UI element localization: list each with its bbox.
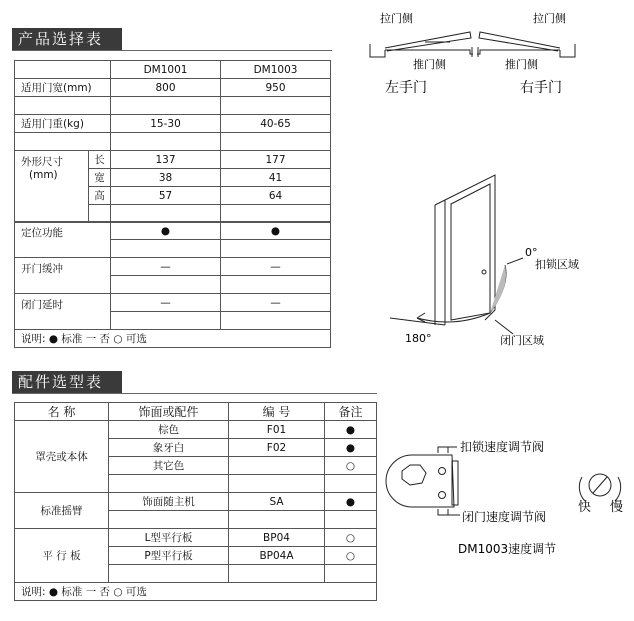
- door-left-closed: [385, 50, 473, 54]
- blank-cell: [111, 276, 221, 294]
- blank-cell: [111, 240, 221, 258]
- door-hand-diagram: [365, 2, 585, 102]
- valve-cap-bottom: [438, 509, 448, 515]
- features-table: [14, 221, 331, 348]
- dim-label-height: 高: [89, 187, 111, 205]
- close-valve-screw: [439, 492, 446, 499]
- item-mark: ●: [325, 493, 377, 511]
- cell-mark: —: [111, 258, 221, 276]
- blank-cell: [221, 276, 331, 294]
- dim-label-length: 长: [89, 151, 111, 169]
- header-remark: 备注: [325, 403, 377, 421]
- row-label-dimensions: [15, 151, 89, 223]
- item-code: BP04: [229, 529, 325, 547]
- door-right-closed: [477, 50, 560, 54]
- leader-zero: [507, 258, 523, 264]
- label-pull-right: 拉门侧: [533, 12, 566, 25]
- closer-end-body: [386, 455, 454, 507]
- blank-cell: [221, 97, 331, 115]
- door-right-open: [479, 32, 560, 51]
- cell-value: 57: [111, 187, 221, 205]
- label-close-speed-valve: 闭门速度调节阀: [462, 510, 547, 524]
- label-lock-zone: 扣锁区域: [535, 258, 579, 271]
- label-push-left: 推门侧: [413, 58, 446, 71]
- blank-cell: [111, 205, 221, 223]
- row-label-positioning: 定位功能: [15, 222, 111, 258]
- label-slow: 慢: [610, 500, 624, 515]
- leader-close-zone: [495, 320, 513, 334]
- divider: [12, 50, 332, 51]
- label-angle-zero: 0°: [525, 246, 538, 259]
- item-code: F01: [229, 421, 325, 439]
- divider: [12, 393, 377, 394]
- section-title-accessory-selection: 配件选型表: [12, 371, 122, 393]
- item-name: 其它色: [109, 457, 229, 475]
- cell-mark: ●: [221, 222, 331, 240]
- item-mark: ●: [325, 439, 377, 457]
- legend-note: 说明: ● 标准 一 否 ○ 可选: [15, 330, 331, 348]
- label-fast: 快: [578, 500, 592, 515]
- close-arc: [417, 313, 490, 322]
- group-label-housing: 罩壳或本体: [15, 421, 109, 493]
- dial-slot: [593, 477, 607, 493]
- item-mark: ●: [325, 421, 377, 439]
- valve-caption: DM1003速度调节: [458, 542, 557, 556]
- header-finish: 饰面或配件: [109, 403, 229, 421]
- dim-label-width: 宽: [89, 169, 111, 187]
- section-title-product-selection: 产品选择表: [12, 28, 122, 50]
- label-pull-left: 拉门侧: [380, 12, 413, 25]
- label-left-hand-door: 左手门: [385, 80, 427, 96]
- item-name: 象牙白: [109, 439, 229, 457]
- cell-value: 38: [111, 169, 221, 187]
- row-label-open-cushion: 开门缓冲: [15, 258, 111, 294]
- row-label-close-delay: 闭门延时: [15, 294, 111, 330]
- item-code: SA: [229, 493, 325, 511]
- blank-cell: [221, 133, 331, 151]
- slow-arrow-arc: [615, 477, 621, 501]
- cell-mark: —: [221, 294, 331, 312]
- blank-cell: [229, 565, 325, 583]
- blank-cell: [229, 511, 325, 529]
- accessory-table: [14, 402, 377, 601]
- item-mark: ○: [325, 547, 377, 565]
- arrow-head: [417, 313, 425, 322]
- item-mark: ○: [325, 457, 377, 475]
- cell-value: 40-65: [221, 115, 331, 133]
- door-angle-diagram: [385, 170, 625, 355]
- cell-value: 137: [111, 151, 221, 169]
- blank-cell: [325, 511, 377, 529]
- lock-valve-screw: [439, 468, 446, 475]
- group-label-parallel-plate: 平 行 板: [15, 529, 109, 583]
- blank-cell: [111, 97, 221, 115]
- blank-cell: [15, 133, 111, 151]
- row-label-door-width: 适用门宽(mm): [15, 79, 111, 97]
- label-lock-speed-valve: 扣锁速度调节阀: [460, 440, 545, 454]
- item-code: [229, 457, 325, 475]
- blank-cell: [111, 133, 221, 151]
- cell-mark: ●: [111, 222, 221, 240]
- corner-cell: [15, 61, 111, 79]
- door-leaf: [451, 184, 490, 320]
- blank-cell: [221, 312, 331, 330]
- wall-right-shape: [560, 44, 575, 57]
- blank-cell: [109, 475, 229, 493]
- cell-value: 41: [221, 169, 331, 187]
- cell-mark: —: [221, 258, 331, 276]
- door-knob: [482, 270, 486, 274]
- blank-cell: [325, 565, 377, 583]
- cell-value: 15-30: [111, 115, 221, 133]
- blank-cell: [109, 565, 229, 583]
- valve-diagram: [382, 435, 630, 565]
- group-label-arm: 标准摇臂: [15, 493, 109, 529]
- blank-cell: [89, 205, 111, 223]
- label-push-right: 推门侧: [505, 58, 538, 71]
- blank-cell: [221, 205, 331, 223]
- item-name: 饰面随主机: [109, 493, 229, 511]
- blank-cell: [15, 97, 111, 115]
- dimensions-label: 外形尺寸: [21, 156, 63, 168]
- cell-value: 800: [111, 79, 221, 97]
- fast-arrow-arc: [579, 477, 585, 501]
- cell-value: 64: [221, 187, 331, 205]
- item-mark: ○: [325, 529, 377, 547]
- label-angle-180: 180°: [405, 332, 432, 345]
- blank-cell: [325, 475, 377, 493]
- item-name: L型平行板: [109, 529, 229, 547]
- cell-value: 177: [221, 151, 331, 169]
- row-label-door-weight: 适用门重(kg): [15, 115, 111, 133]
- model-header: DM1003: [221, 61, 331, 79]
- item-name: P型平行板: [109, 547, 229, 565]
- model-header: DM1001: [111, 61, 221, 79]
- legend-note: 说明: ● 标准 一 否 ○ 可选: [15, 583, 377, 601]
- label-right-hand-door: 右手门: [520, 80, 562, 96]
- product-selection-table: [14, 60, 331, 151]
- blank-cell: [221, 240, 331, 258]
- header-name: 名 称: [15, 403, 109, 421]
- valve-cap-top: [438, 447, 448, 453]
- item-name: 棕色: [109, 421, 229, 439]
- dimensions-unit: (mm): [29, 169, 58, 181]
- hexagon-nut: [402, 465, 426, 485]
- cell-value: 950: [221, 79, 331, 97]
- header-code: 编 号: [229, 403, 325, 421]
- item-code: F02: [229, 439, 325, 457]
- blank-cell: [109, 511, 229, 529]
- item-code: BP04A: [229, 547, 325, 565]
- wall-left-shape: [370, 44, 385, 57]
- label-close-zone: 闭门区域: [500, 334, 544, 347]
- blank-cell: [111, 312, 221, 330]
- cell-mark: —: [111, 294, 221, 312]
- dimensions-table: [14, 150, 331, 223]
- blank-cell: [229, 475, 325, 493]
